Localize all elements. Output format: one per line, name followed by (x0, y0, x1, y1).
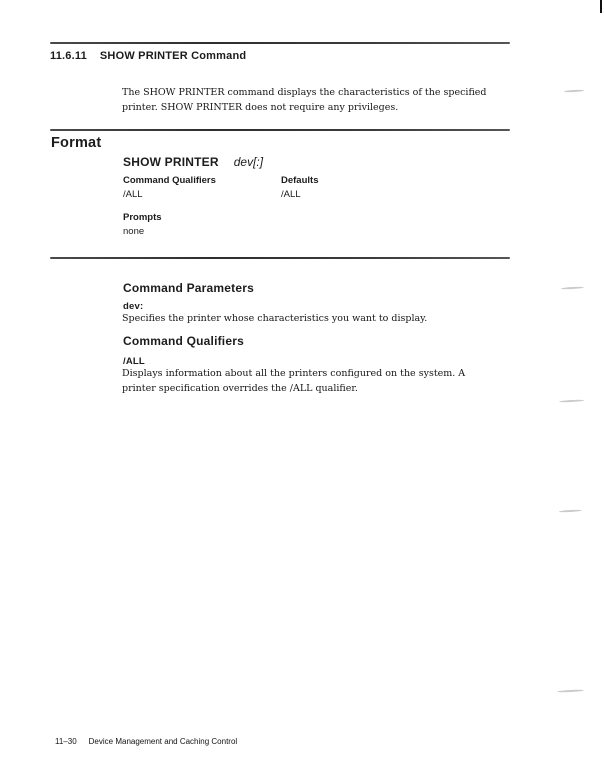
page-curl-mark (559, 509, 582, 512)
format-rule-bottom (50, 257, 510, 259)
defaults-column-header: Defaults (281, 175, 319, 186)
qualifier-term: /ALL (123, 356, 145, 367)
syntax-command: SHOW PRINTER (123, 155, 219, 169)
page-corner-tick (600, 0, 602, 13)
qualifiers-column-header: Command Qualifiers (123, 175, 216, 186)
section-number: 11.6.11 (50, 50, 87, 62)
parameter-description: Specifies the printer whose characteristics you want to display. (122, 313, 428, 324)
qualifiers-defaults-table (123, 175, 318, 200)
footer-chapter-title: Device Management and Caching Control (88, 737, 238, 746)
section-title: SHOW PRINTER Command (99, 50, 247, 62)
prompts-value: none (123, 226, 145, 237)
command-qualifiers-heading: Command Qualifiers (123, 334, 244, 348)
prompts-label: Prompts (123, 212, 162, 223)
qualifier-description: Displays information about all the printers configured on the system. A printer specification overrides the /ALL qualifier. (122, 368, 466, 394)
page-curl-mark (559, 399, 584, 402)
qualifier-cell: /ALL (123, 189, 143, 200)
page-footer (55, 737, 237, 746)
section-heading (50, 50, 246, 62)
parameter-term: dev: (123, 301, 144, 312)
page-curl-mark (561, 286, 584, 289)
footer-page-number: 11–30 (55, 737, 77, 746)
intro-paragraph: The SHOW PRINTER command displays the characteristics of the specified printer. SHOW PRINTER does not require any privileges. (122, 87, 487, 113)
command-syntax (123, 155, 263, 169)
default-cell: /ALL (281, 189, 301, 200)
syntax-parameter: dev[:] (233, 155, 264, 169)
format-rule-top (50, 129, 510, 131)
top-rule (50, 42, 510, 44)
format-heading: Format (51, 135, 102, 151)
page-curl-mark (557, 689, 584, 692)
page-curl-mark (564, 89, 584, 92)
command-parameters-heading: Command Parameters (123, 281, 254, 295)
